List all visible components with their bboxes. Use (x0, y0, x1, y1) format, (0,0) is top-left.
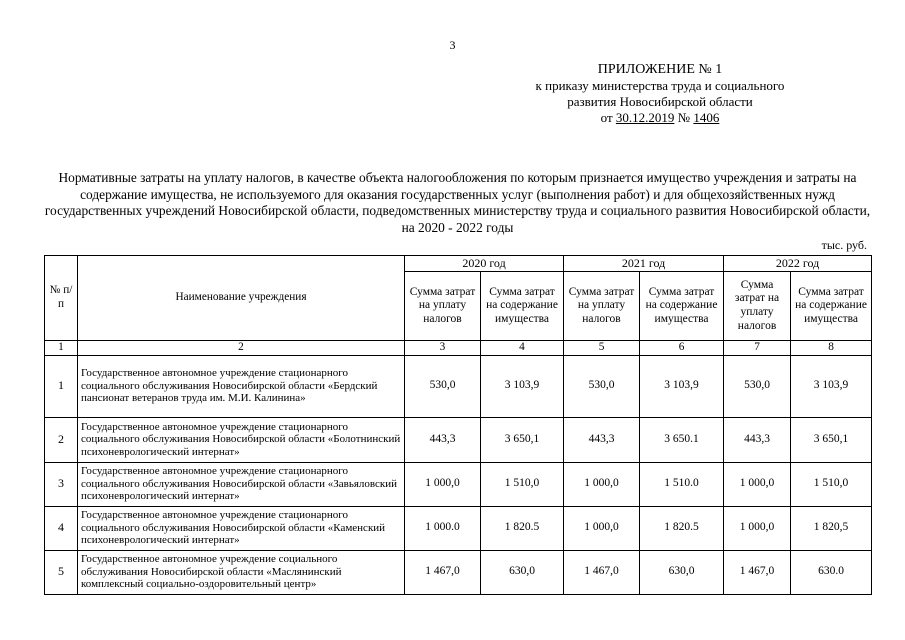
column-number: 1 (45, 341, 78, 356)
value-cell: 1 000,0 (724, 506, 791, 550)
row-number: 3 (45, 462, 78, 506)
column-number: 2 (78, 341, 405, 356)
appendix-line-2: развития Новосибирской области (567, 94, 753, 109)
header-maint-2022: Сумма затрат на содержание имущества (791, 272, 872, 341)
institution-name: Государственное автономное учреждение стационарного социального обслуживания Новосибирской области «Бердский пансионат ветеранов труда им. М.И. Калинина» (78, 355, 405, 417)
number-prefix: № (674, 110, 694, 125)
value-cell: 1 820.5 (640, 506, 724, 550)
header-year-2020: 2020 год (405, 256, 564, 272)
value-cell: 1 000,0 (564, 506, 640, 550)
appendix-order-ref (500, 110, 820, 126)
header-row-years (45, 256, 872, 272)
row-number: 2 (45, 417, 78, 462)
row-number: 4 (45, 506, 78, 550)
page-number: 3 (449, 38, 456, 52)
institution-name: Государственное автономное учреждение стационарного социального обслуживания Новосибирской области «Завьяловский психоневрологический интернат» (78, 462, 405, 506)
units-label: тыс. руб. (821, 238, 867, 252)
value-cell: 1 510.0 (640, 462, 724, 506)
column-number: 5 (564, 341, 640, 356)
value-cell: 3 103,9 (640, 355, 724, 417)
value-cell: 530,0 (724, 355, 791, 417)
value-cell: 3 650,1 (481, 417, 564, 462)
header-year-2022: 2022 год (724, 256, 872, 272)
appendix-line-1: к приказу министерства труда и социального (535, 78, 785, 93)
value-cell: 630,0 (481, 550, 564, 594)
column-number: 8 (791, 341, 872, 356)
table-row (45, 355, 872, 417)
value-cell: 1 000,0 (724, 462, 791, 506)
header-tax-2020: Сумма затрат на уплату налогов (405, 272, 481, 341)
header-tax-2021: Сумма затрат на уплату налогов (564, 272, 640, 341)
value-cell: 1 820.5 (481, 506, 564, 550)
value-cell: 1 000,0 (564, 462, 640, 506)
value-cell: 443,3 (564, 417, 640, 462)
value-cell: 443,3 (405, 417, 481, 462)
date-prefix: от (600, 110, 616, 125)
column-number: 6 (640, 341, 724, 356)
header-tax-2022: Сумма затрат на уплату налогов (724, 272, 791, 341)
value-cell: 1 000.0 (405, 506, 481, 550)
value-cell: 3 650,1 (791, 417, 872, 462)
table-row (45, 506, 872, 550)
value-cell: 1 510,0 (481, 462, 564, 506)
value-cell: 530,0 (564, 355, 640, 417)
column-number-row (45, 341, 872, 356)
value-cell: 3 103,9 (791, 355, 872, 417)
table-row (45, 417, 872, 462)
header-name: Наименование учреждения (78, 256, 405, 341)
header-maint-2021: Сумма затрат на содержание имущества (640, 272, 724, 341)
table-row (45, 462, 872, 506)
value-cell: 443,3 (724, 417, 791, 462)
table-row (45, 550, 872, 594)
institution-name: Государственное автономное учреждение стационарного социального обслуживания Новосибирской области «Каменский психоневрологический интернат» (78, 506, 405, 550)
value-cell: 1 467,0 (564, 550, 640, 594)
column-number: 3 (405, 341, 481, 356)
header-year-2021: 2021 год (564, 256, 724, 272)
document-title: Нормативные затраты на уплату налогов, в качестве объекта налогообложения по которым признается имущество учреждения и затраты на содержание имущества, не используемого для оказания государственных услуг (выполнения работ) и для общехозяйственных нужд государственных учреждений Новосибирской области, подведомственных министерству труда и социального развития Новосибирской области, на 2020 - 2022 годы (44, 170, 871, 235)
order-date: 30.12.2019 (615, 110, 675, 125)
header-maint-2020: Сумма затрат на содержание имущества (481, 272, 564, 341)
value-cell: 630,0 (640, 550, 724, 594)
value-cell: 3 103,9 (481, 355, 564, 417)
institution-name: Государственное автономное учреждение социального обслуживания Новосибирской области «Маслянинский комплексный социально-оздоровительный центр» (78, 550, 405, 594)
row-number: 5 (45, 550, 78, 594)
row-number: 1 (45, 355, 78, 417)
value-cell: 3 650.1 (640, 417, 724, 462)
column-number: 7 (724, 341, 791, 356)
institution-name: Государственное автономное учреждение стационарного социального обслуживания Новосибирской области «Болотнинский психоневрологический интернат» (78, 417, 405, 462)
column-number: 4 (481, 341, 564, 356)
value-cell: 1 510,0 (791, 462, 872, 506)
cost-table (44, 255, 872, 595)
header-number: № п/п (45, 256, 78, 341)
value-cell: 530,0 (405, 355, 481, 417)
value-cell: 1 820,5 (791, 506, 872, 550)
appendix-title: ПРИЛОЖЕНИЕ № 1 (597, 62, 723, 77)
order-number: 1406 (693, 110, 720, 125)
appendix-header (500, 62, 820, 126)
value-cell: 1 467,0 (724, 550, 791, 594)
value-cell: 630.0 (791, 550, 872, 594)
value-cell: 1 467,0 (405, 550, 481, 594)
value-cell: 1 000,0 (405, 462, 481, 506)
